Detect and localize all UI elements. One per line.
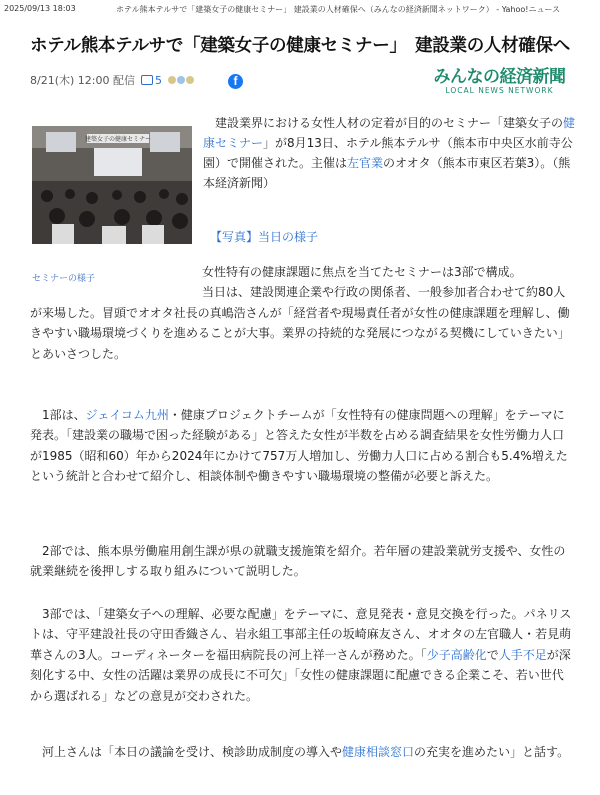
source-logo-name: みんなの経済新聞: [433, 67, 566, 87]
lead-text: のオオタ（熊本市東区若葉3）。（熊本経済新聞）: [203, 156, 571, 190]
keyword-link[interactable]: 健康相談窓口: [342, 745, 415, 759]
photo-caption: セミナーの様子: [32, 274, 96, 284]
paragraph-text: 2部では、熊本県労働雇用創生課が県の就職支援施策を紹介。若年層の建設業就労支援や、女性の就業継続を後押しする取り組みについて説明した。: [30, 544, 566, 579]
print-page-title: ホテル熊本テルサで「建築女子の健康セミナー」 建設業の人材確保へ（みんなの経済新聞ネットワーク） - Yahoo!ニュース: [116, 5, 561, 14]
slide-title: 建築女子の健康セミナー: [84, 136, 152, 143]
lead-text: 」が8月13日、ホテル熊本テルサ（熊本市中央区水前寺公園）で開催された。主催は: [203, 136, 573, 170]
comment-count: 5: [154, 73, 162, 87]
print-header: [4, 4, 596, 18]
body-paragraph-1: [30, 262, 575, 364]
body-paragraph-4: [30, 604, 575, 706]
article-headline: ホテル熊本テルサで「建築女子の健康セミナー」 建設業の人材確保へ: [30, 36, 570, 56]
body-paragraph-5: [30, 742, 575, 762]
keyword-link[interactable]: ジェイコム九州: [85, 408, 169, 422]
reaction-icon: [186, 76, 194, 84]
reaction-icon: [168, 76, 176, 84]
keyword-link[interactable]: 左官業: [347, 156, 384, 170]
body-paragraph-2: [30, 405, 575, 487]
comment-button[interactable]: [141, 74, 162, 87]
paragraph-line: 女性特有の健康課題に焦点を当てたセミナーは3部で構成。: [202, 265, 522, 279]
paragraph-text: の充実を進めたい」と話す。: [414, 745, 570, 759]
reaction-icons[interactable]: [168, 76, 194, 84]
source-logo[interactable]: [432, 62, 567, 95]
article-photo[interactable]: [32, 126, 192, 244]
facebook-icon[interactable]: f: [228, 74, 243, 89]
body-paragraph-3: [30, 541, 575, 582]
reaction-icon: [177, 76, 185, 84]
paragraph-text: 1部は、: [42, 408, 86, 422]
paragraph-text: 河上さんは「本日の議論を受け、検診助成制度の導入や: [42, 745, 343, 759]
keyword-link[interactable]: 少子高齢化: [426, 647, 487, 662]
article-meta: [30, 72, 194, 88]
print-timestamp: 2025/09/13 18:03: [4, 4, 76, 13]
lead-text: 建設業界における女性人材の定着が目的のセミナー「建築女子の: [215, 116, 564, 130]
photo-gallery-link[interactable]: 【写真】当日の様子: [210, 230, 319, 244]
paragraph-text: が深刻化する中、女性の活躍は業界の成長に不可欠」「女性の健康課題に配慮できる企業こそ、若い世代から選ばれる」などの意見が交わされた。: [30, 647, 571, 703]
keyword-link[interactable]: 健康セミナー: [203, 116, 576, 150]
keyword-link[interactable]: 人手不足: [498, 647, 547, 662]
publish-date: 8/21(木) 12:00 配信: [30, 74, 135, 87]
source-logo-tagline: LOCAL NEWS NETWORK: [445, 86, 554, 95]
lead-paragraph: [203, 113, 578, 193]
comment-icon: [141, 75, 153, 85]
paragraph-text: 当日は、建設関連企業や行政の関係者、一般参加者合わせて約80人が来場した。冒頭でオオタ社長の真嶋浩さんが「経営者や現場責任者が女性の健康課題を理解し、働きやすい職場環境づくりを進めることが大事。業界の持続的な発展につながる契機にしていきたい」とあいさつした。: [30, 285, 570, 361]
paragraph-text: で: [486, 647, 499, 662]
seminar-photo-image: [32, 126, 192, 244]
paragraph-text: 3部では、「建築女子への理解、必要な配慮」をテーマに、意見発表・意見交換を行った。パネリストは、守平建設社長の守田香織さん、岩永組工事部主任の坂崎麻友さん、オオタの左官職人・若見萌華さんの3人。コーディネーターを福田病院長の河上祥一さんが務めた。「: [30, 607, 572, 662]
paragraph-text: ・健康プロジェクトチームが「女性特有の健康問題への理解」をテーマに発表。「建設業の職場で困った経験がある」と答えた女性が半数を占める調査結果を女性労働力人口が1985（昭和60）年から2024年にかけて757万人増加し、労働力人口に占める割合も5.4%増えたという統計と合わせて紹介し、相談体制や働きやすい職場環境の整備が必要と訴えた。: [30, 408, 568, 484]
